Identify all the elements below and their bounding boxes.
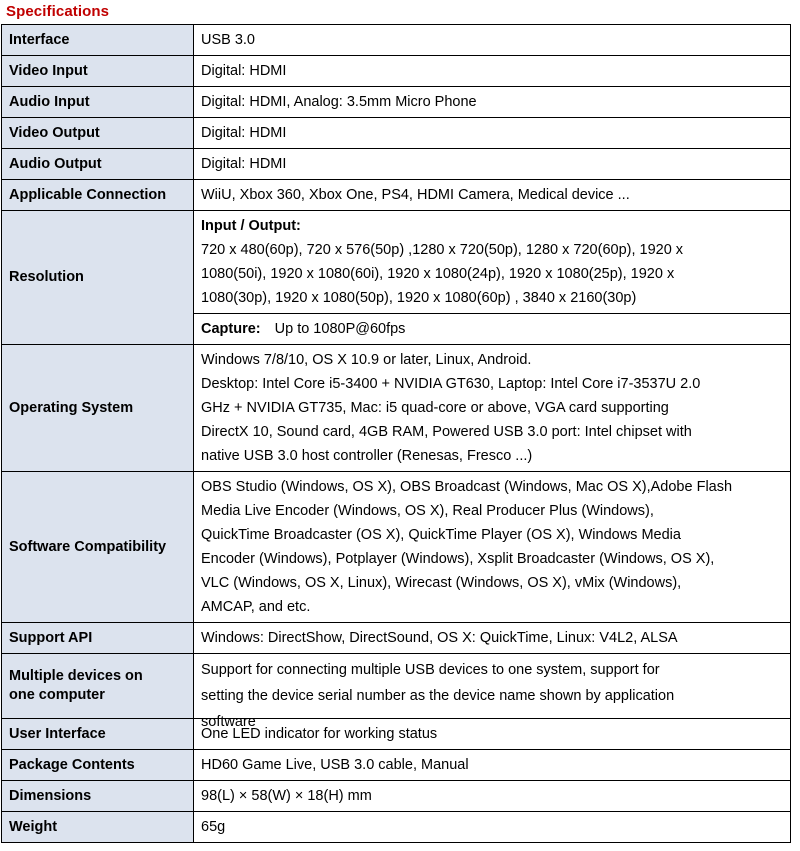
- os-line: Windows 7/8/10, OS X 10.9 or later, Linux, Android.: [201, 352, 532, 368]
- spec-value-resolution-capture: [194, 314, 791, 345]
- table-row-support-api: [2, 623, 791, 654]
- spec-label-support-api: Support API: [2, 623, 194, 654]
- spec-value: One LED indicator for working status: [194, 719, 791, 750]
- spec-label: Audio Input: [2, 87, 194, 118]
- multiple-devices-label-line-2: one computer: [9, 687, 105, 703]
- spec-label-multiple-devices: [2, 654, 194, 719]
- spec-label-resolution: Resolution: [2, 211, 194, 345]
- multiple-devices-line: Support for connecting multiple USB devices to one system, support for: [201, 662, 660, 678]
- multiple-devices-line: setting the device serial number as the device name shown by application: [201, 688, 675, 704]
- spec-value-resolution-io: [194, 211, 791, 314]
- table-row-operating-system: [2, 345, 791, 472]
- multiple-devices-line: software: [201, 714, 256, 730]
- table-row: [2, 56, 791, 87]
- table-row-software-compatibility: [2, 472, 791, 623]
- spec-value: Digital: HDMI, Analog: 3.5mm Micro Phone: [194, 87, 791, 118]
- software-line: OBS Studio (Windows, OS X), OBS Broadcast (Windows, Mac OS X),Adobe Flash: [201, 479, 733, 495]
- table-row: [2, 812, 791, 843]
- capture-label: Capture:: [201, 321, 261, 337]
- spec-label: User Interface: [2, 719, 194, 750]
- capture-value: Up to 1080P@60fps: [274, 321, 406, 337]
- table-row: [2, 25, 791, 56]
- spec-label: Weight: [2, 812, 194, 843]
- software-line: QuickTime Broadcaster (OS X), QuickTime Player (OS X), Windows Media: [201, 527, 681, 543]
- spec-label-operating-system: Operating System: [2, 345, 194, 472]
- os-line: native USB 3.0 host controller (Renesas, Fresco ...): [201, 448, 533, 464]
- software-line: Media Live Encoder (Windows, OS X), Real Producer Plus (Windows),: [201, 503, 654, 519]
- spec-value: USB 3.0: [194, 25, 791, 56]
- resolution-io-line: 1080(30p), 1920 x 1080(50p), 1920 x 1080(60p) , 3840 x 2160(30p): [201, 290, 637, 306]
- spec-value-operating-system: [194, 345, 791, 472]
- spec-label: Interface: [2, 25, 194, 56]
- table-row-resolution-io: [2, 211, 791, 314]
- spec-value: Digital: HDMI: [194, 149, 791, 180]
- software-line: VLC (Windows, OS X, Linux), Wirecast (Windows, OS X), vMix (Windows),: [201, 575, 682, 591]
- specifications-table: [1, 24, 791, 843]
- spec-value: Digital: HDMI: [194, 118, 791, 149]
- os-line: GHz + NVIDIA GT735, Mac: i5 quad-core or above, VGA card supporting: [201, 400, 669, 416]
- table-row-multiple-devices: [2, 654, 791, 719]
- spec-label: Package Contents: [2, 750, 194, 781]
- software-line: AMCAP, and etc.: [201, 599, 311, 615]
- table-row: [2, 781, 791, 812]
- spec-label: Dimensions: [2, 781, 194, 812]
- table-row: [2, 149, 791, 180]
- resolution-io-heading: Input / Output:: [201, 218, 301, 234]
- os-line: DirectX 10, Sound card, 4GB RAM, Powered USB 3.0 port: Intel chipset with: [201, 424, 692, 440]
- table-row: [2, 87, 791, 118]
- spec-label: Video Output: [2, 118, 194, 149]
- spec-label: Video Input: [2, 56, 194, 87]
- table-row: [2, 118, 791, 149]
- table-row: [2, 180, 791, 211]
- page-title: Specifications: [6, 3, 110, 20]
- software-line: Encoder (Windows), Potplayer (Windows), Xsplit Broadcaster (Windows, OS X),: [201, 551, 715, 567]
- spec-value: 65g: [194, 812, 791, 843]
- resolution-io-line: 720 x 480(60p), 720 x 576(50p) ,1280 x 720(50p), 1280 x 720(60p), 1920 x: [201, 242, 684, 258]
- spec-value-support-api: Windows: DirectShow, DirectSound, OS X: QuickTime, Linux: V4L2, ALSA: [194, 623, 791, 654]
- spec-label: Applicable Connection: [2, 180, 194, 211]
- spec-value: Digital: HDMI: [194, 56, 791, 87]
- spec-value: 98(L) × 58(W) × 18(H) mm: [194, 781, 791, 812]
- spec-value: WiiU, Xbox 360, Xbox One, PS4, HDMI Camera, Medical device ...: [194, 180, 791, 211]
- spec-value-multiple-devices: [194, 654, 791, 730]
- table-row: [2, 750, 791, 781]
- spec-value: HD60 Game Live, USB 3.0 cable, Manual: [194, 750, 791, 781]
- multiple-devices-label-line-1: Multiple devices on: [9, 668, 143, 684]
- resolution-io-line: 1080(50i), 1920 x 1080(60i), 1920 x 1080(24p), 1920 x 1080(25p), 1920 x: [201, 266, 675, 282]
- os-line: Desktop: Intel Core i5-3400 + NVIDIA GT630, Laptop: Intel Core i7-3537U 2.0: [201, 376, 701, 392]
- spec-value-software-compatibility: [194, 472, 791, 623]
- spec-label: Audio Output: [2, 149, 194, 180]
- spec-label-software-compatibility: Software Compatibility: [2, 472, 194, 623]
